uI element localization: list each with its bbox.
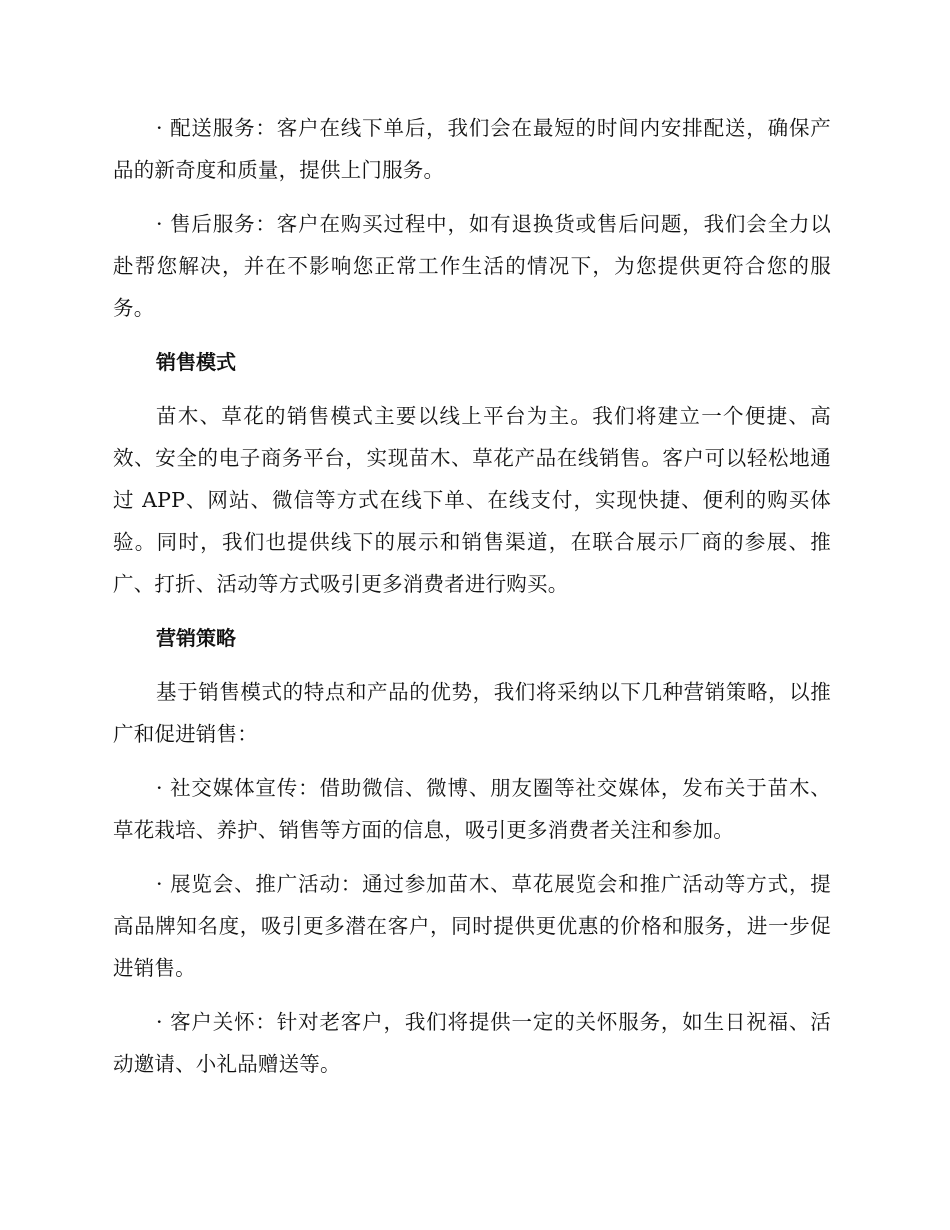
sales-model-heading: 销售模式 [156,350,236,374]
document-page [113,107,831,1097]
marketing-strategy-heading: 营销策略 [156,626,236,650]
social-media-paragraph: · 社交媒体宣传：借助微信、微博、朋友圈等社交媒体，发布关于苗木、草花栽培、养护、销售等方面的信息，吸引更多消费者关注和参加。 [113,776,831,842]
delivery-service-paragraph: · 配送服务：客户在线下单后，我们会在最短的时间内安排配送，确保产品的新奇度和质量，提供上门服务。 [113,116,831,182]
exhibitions-paragraph: · 展览会、推广活动：通过参加苗木、草花展览会和推广活动等方式，提高品牌知名度，吸引更多潜在客户，同时提供更优惠的价格和服务，进一步促进销售。 [113,872,831,980]
marketing-intro-paragraph: 基于销售模式的特点和产品的优势，我们将采纳以下几种营销策略，以推广和促进销售： [113,680,831,746]
customer-care-paragraph: · 客户关怀：针对老客户，我们将提供一定的关怀服务，如生日祝福、活动邀请、小礼品赠送等。 [113,1010,831,1076]
sales-model-paragraph: 苗木、草花的销售模式主要以线上平台为主。我们将建立一个便捷、高效、安全的电子商务平台，实现苗木、草花产品在线销售。客户可以轻松地通过 APP、网站、微信等方式在线下单、在线支付，实现快捷、便利的购买体验。同时，我们也提供线下的展示和销售渠道，在联合展示厂商的参展、推广、打折、活动等方式吸引更多消费者进行购买。 [113,404,831,596]
after-sales-service-paragraph: · 售后服务：客户在购买过程中，如有退换货或售后问题，我们会全力以赴帮您解决，并在不影响您正常工作生活的情况下，为您提供更符合您的服务。 [113,212,831,320]
